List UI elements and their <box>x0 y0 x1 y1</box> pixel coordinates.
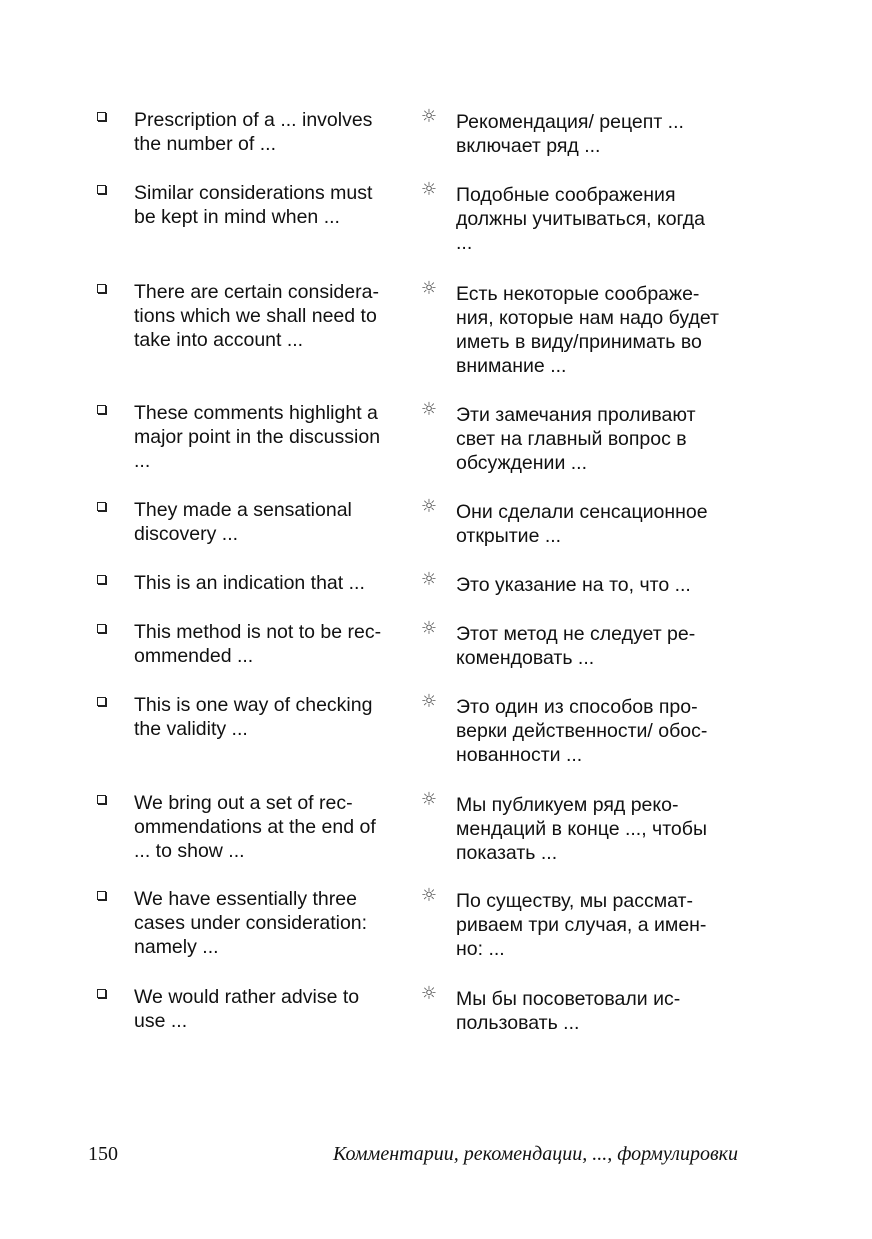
checkbox-square-icon <box>97 112 106 121</box>
russian-translation: Они сделали сенсационное открытие ... <box>456 501 708 547</box>
sun-icon: ☼ <box>420 618 438 639</box>
sun-icon: ☼ <box>420 278 438 299</box>
sun-icon: ☼ <box>420 789 438 810</box>
russian-translation: Эти замечания проливают свет на главный вопрос в обсуждении ... <box>456 404 696 474</box>
english-phrase: We have essentially three cases under consideration: namely ... <box>134 888 368 958</box>
russian-translation: Мы публикуем ряд реко- мендаций в конце ..., чтобы показать ... <box>456 794 707 864</box>
russian-translation: Мы бы посоветовали ис- пользовать ... <box>456 988 681 1034</box>
checkbox-square-icon <box>97 502 106 511</box>
english-phrase: This method is not to be rec- ommended ... <box>134 621 382 667</box>
checkbox-square-icon <box>97 405 106 414</box>
english-phrase: This is one way of checking the validity ... <box>134 694 373 740</box>
checkbox-square-icon <box>97 891 106 900</box>
russian-translation: Рекомендация/ рецепт ... включает ряд ... <box>456 111 684 157</box>
running-footer-title: Комментарии, рекомендации, ..., формулировки <box>333 1143 738 1165</box>
sun-icon: ☼ <box>420 106 438 127</box>
checkbox-square-icon <box>97 624 106 633</box>
russian-translation: По существу, мы рассмат- риваем три случая, а имен- но: ... <box>456 890 707 960</box>
russian-translation: Подобные соображения должны учитываться, когда ... <box>456 184 706 254</box>
checkbox-square-icon <box>97 185 106 194</box>
english-phrase: We bring out a set of rec- ommendations at the end of ... to show ... <box>134 792 376 862</box>
sun-icon: ☼ <box>420 399 438 420</box>
russian-translation: Этот метод не следует ре- комендовать ... <box>456 623 696 669</box>
sun-icon: ☼ <box>420 691 438 712</box>
english-phrase: This is an indication that ... <box>134 572 365 594</box>
sun-icon: ☼ <box>420 983 438 1004</box>
russian-translation: Есть некоторые соображе- ния, которые нам надо будет иметь в виду/принимать во внимание ... <box>456 283 719 377</box>
checkbox-square-icon <box>97 284 106 293</box>
english-phrase: Prescription of a ... involves the number of ... <box>134 109 373 155</box>
english-phrase: Similar considerations must be kept in mind when ... <box>134 182 373 228</box>
russian-translation: Это один из способов про- верки действенности/ обос- нованности ... <box>456 696 708 766</box>
sun-icon: ☼ <box>420 496 438 517</box>
english-phrase: We would rather advise to use ... <box>134 986 360 1032</box>
sun-icon: ☼ <box>420 885 438 906</box>
sun-icon: ☼ <box>420 179 438 200</box>
russian-translation: Это указание на то, что ... <box>456 574 691 596</box>
checkbox-square-icon <box>97 697 106 706</box>
checkbox-square-icon <box>97 795 106 804</box>
sun-icon: ☼ <box>420 569 438 590</box>
english-phrase: They made a sensational discovery ... <box>134 499 352 545</box>
english-phrase: There are certain considera- tions which we shall need to take into account ... <box>134 281 379 351</box>
english-phrase: These comments highlight a major point in the discussion ... <box>134 402 381 472</box>
page-number: 150 <box>88 1143 118 1165</box>
checkbox-square-icon <box>97 575 106 584</box>
checkbox-square-icon <box>97 989 106 998</box>
